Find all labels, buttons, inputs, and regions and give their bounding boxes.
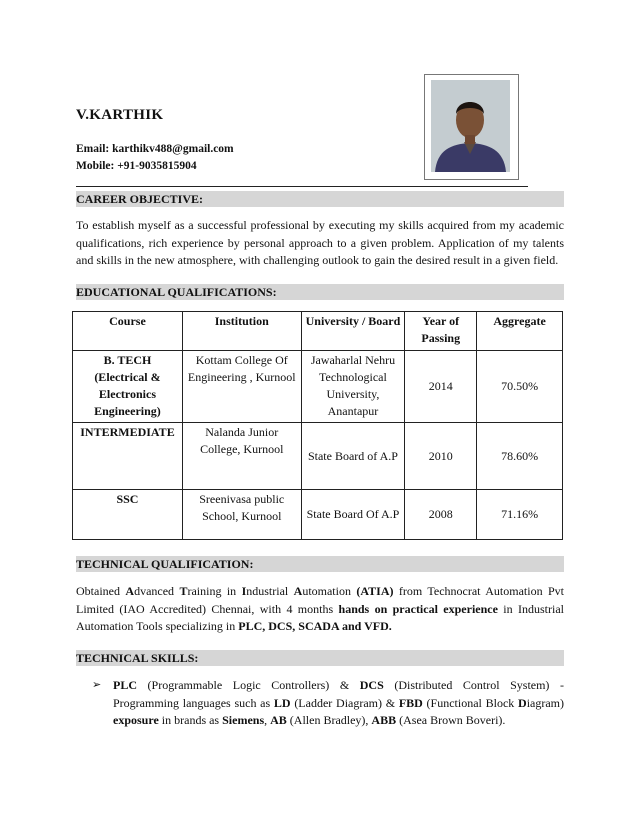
arrow-bullet-icon: ➢ xyxy=(92,679,102,691)
education-heading: EDUCATIONAL QUALIFICATIONS: xyxy=(76,284,564,300)
year-cell: 2010 xyxy=(405,423,477,490)
board-cell: State Board Of A.P xyxy=(301,490,405,540)
course-cell: B. TECH (Electrical & Electronics Engineering) xyxy=(73,351,183,423)
table-row xyxy=(73,423,563,490)
board-cell: Jawaharlal Nehru Technological University, Anantapur xyxy=(301,351,405,423)
table-row xyxy=(73,351,563,423)
technical-qualification-text: Obtained Advanced Training in Industrial Automation (ATIA) from Technocrat Automation Pvt Limited (IAO Accredited) Chennai, with 4 months hands on practical experience in Industrial Automation Tools specializing in PLC, DCS, SCADA and VFD. xyxy=(76,584,564,634)
profile-photo xyxy=(431,80,510,172)
institution-cell: Kottam College Of Engineering , Kurnool xyxy=(182,351,301,423)
institution-cell: Nalanda Junior College, Kurnool xyxy=(182,423,301,490)
aggregate-cell: 78.60% xyxy=(477,423,563,490)
header-divider xyxy=(76,186,528,187)
candidate-name: V.KARTHIK xyxy=(76,107,164,123)
profile-photo-frame xyxy=(424,74,519,180)
technical-qualification-heading: TECHNICAL QUALIFICATION: xyxy=(76,556,564,572)
career-objective-heading: CAREER OBJECTIVE: xyxy=(76,191,564,207)
board-cell: State Board of A.P xyxy=(301,423,405,490)
year-cell: 2014 xyxy=(405,351,477,423)
course-cell: INTERMEDIATE xyxy=(73,423,183,490)
mobile: Mobile: +91-9035815904 xyxy=(76,160,197,172)
technical-skills-heading: TECHNICAL SKILLS: xyxy=(76,650,564,666)
column-header-year: Year of Passing xyxy=(405,312,477,351)
column-header-institution: Institution xyxy=(182,312,301,351)
aggregate-cell: 70.50% xyxy=(477,351,563,423)
table-row xyxy=(73,490,563,540)
technical-skills-text: PLC (Programmable Logic Controllers) & DCS (Distributed Control System) - Programming languages such as LD (Ladder Diagram) & FBD (Functional Block Diagram) exposure in brands as Siemens, AB (Allen Bradley), ABB (Asea Brown Boveri). xyxy=(113,678,564,727)
education-table xyxy=(72,311,563,540)
institution-cell: Sreenivasa public School, Kurnool xyxy=(182,490,301,540)
column-header-course: Course xyxy=(73,312,183,351)
person-portrait-icon xyxy=(431,80,510,172)
career-objective-text: To establish myself as a successful professional by executing my skills acquired from my academic qualifications, rich experience by personal approach to a given problem. Application of my talents and skills in the new atmosphere, with challenging outlook to gain the desired result in a given field. xyxy=(76,218,564,268)
year-cell: 2008 xyxy=(405,490,477,540)
column-header-board: University / Board xyxy=(301,312,405,351)
email: Email: karthikv488@gmail.com xyxy=(76,143,234,155)
aggregate-cell: 71.16% xyxy=(477,490,563,540)
list-item xyxy=(94,677,564,730)
column-header-aggregate: Aggregate xyxy=(477,312,563,351)
table-header-row xyxy=(73,312,563,351)
course-cell: SSC xyxy=(73,490,183,540)
